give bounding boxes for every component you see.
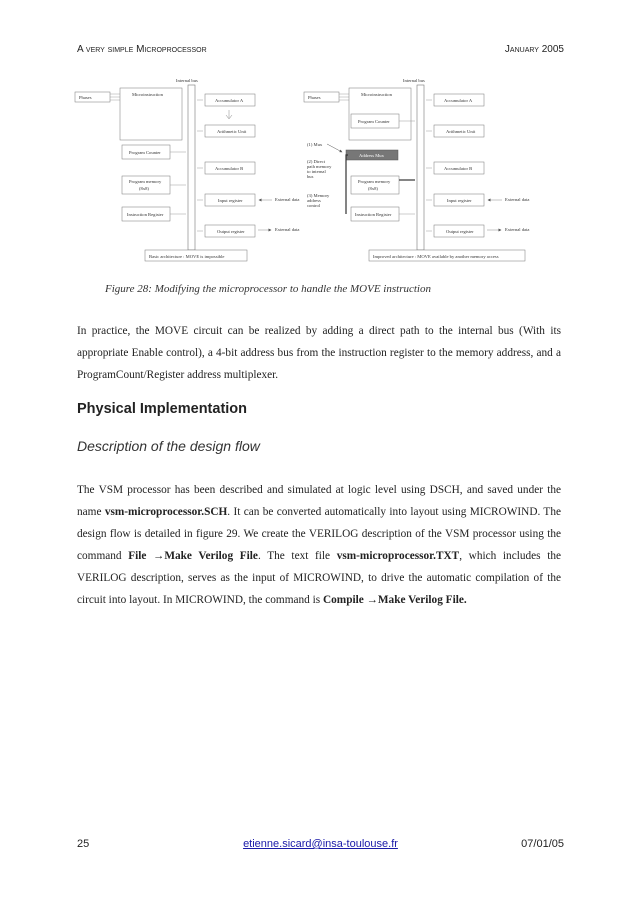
left-accumulator-a: Accumulator A: [215, 98, 244, 103]
filename-txt: vsm-microprocessor.TXT: [336, 550, 460, 562]
right-bus-label: Internal bus: [403, 78, 425, 83]
footer-email-wrap: [77, 838, 564, 850]
left-internal-bus: [188, 85, 195, 250]
right-external-data-in: External data: [505, 197, 530, 202]
left-accumulator-b: Accumulator B: [215, 166, 244, 171]
left-microinstruction: Microinstruction: [132, 92, 163, 97]
header-date: January 2005: [504, 44, 564, 55]
right-phases: Phases: [308, 95, 321, 100]
right-note-memory-1: (3) Memory: [307, 193, 330, 198]
heading-design-flow: Description of the design flow: [77, 438, 260, 454]
right-arithmetic-unit: Arithmetic Unit: [446, 129, 476, 134]
right-program-memory: Program memory: [358, 179, 391, 184]
left-bus-label: Internal bus: [176, 78, 198, 83]
left-output-register: Output register: [217, 229, 245, 234]
right-accumulator-a: Accumulator A: [444, 98, 473, 103]
left-program-memory-size: (8x8): [139, 186, 149, 191]
author-email-link[interactable]: etienne.sicard@insa-toulouse.fr: [243, 838, 398, 850]
text-run: The VSM processor has been described and simulated at logic level using DSCH, and saved under the name: [77, 484, 561, 518]
right-external-data-out: External data: [505, 227, 530, 232]
left-instruction-register: Instruction Register: [127, 212, 164, 217]
architecture-diagram: [72, 70, 542, 270]
page-number: 25: [77, 838, 90, 850]
right-diagram: [304, 78, 529, 261]
text-run: . It can be converted automatically into layout using MICROWIND. The design flow is detailed in figure 29. We create the VERILOG description of the VSM processor using the command: [77, 506, 561, 562]
left-external-data-out: External data: [275, 227, 300, 232]
page-header: [77, 44, 564, 58]
filename-sch: vsm-microprocessor.SCH: [104, 506, 228, 518]
right-note-memory-3: control: [307, 203, 321, 208]
left-architecture-label: Basic architecture : MOVE is impossible: [149, 254, 225, 259]
left-phases: Phases: [79, 95, 92, 100]
right-note-direct-4: bus: [307, 174, 314, 179]
left-external-data-in: External data: [275, 197, 300, 202]
left-arithmetic-unit: Arithmetic Unit: [217, 129, 247, 134]
paragraph-move-circuit: In practice, the MOVE circuit can be realized by adding a direct path to the internal bus (With its appropriate Enable control), a 4-bit address bus from the instruction register to the memory address, and a ProgramCount/Register address multiplexer.: [77, 325, 561, 381]
footer-date: 07/01/05: [521, 838, 564, 850]
command-compile: Compile →Make Verilog File.: [322, 594, 467, 606]
right-microinstruction: Microinstruction: [361, 92, 392, 97]
text-run: . The text file: [257, 550, 337, 562]
right-address-mux: Address Mux: [359, 153, 384, 158]
left-program-counter: Program Counter: [129, 150, 161, 155]
right-note-mux: (1) Mux: [307, 142, 323, 147]
right-internal-bus: [417, 85, 424, 250]
right-note-direct-1: (2) Direct: [307, 159, 325, 164]
left-diagram: [75, 78, 299, 261]
left-program-memory: Program memory: [129, 179, 162, 184]
right-accumulator-b: Accumulator B: [444, 166, 473, 171]
right-input-register: Input register: [447, 198, 472, 203]
figure-caption: Figure 28: Modifying the microprocessor to handle the MOVE instruction: [105, 283, 431, 295]
right-note-memory-2: address: [307, 198, 321, 203]
right-instruction-register: Instruction Register: [355, 212, 392, 217]
right-output-register: Output register: [446, 229, 474, 234]
command-make-verilog: File →Make Verilog File: [128, 550, 258, 562]
page-footer: [77, 838, 564, 852]
left-input-register: Input register: [218, 198, 243, 203]
text-run: , which includes the VERILOG description, serves as the input of MICROWIND, to drive the automatic compilation of the circuit into layout. In MICROWIND, the command is: [77, 550, 562, 606]
paragraph-design-flow: [77, 479, 561, 611]
right-architecture-label: Improved architecture : MOVE available by another memory access: [373, 254, 499, 259]
right-program-memory-size: (8x8): [368, 186, 378, 191]
right-program-counter: Program Counter: [358, 119, 390, 124]
heading-physical-implementation: Physical Implementation: [77, 401, 248, 417]
right-note-direct-3: to internal: [307, 169, 326, 174]
right-note-direct-2: path memory: [307, 164, 332, 169]
header-title: A very simple Microprocessor: [77, 44, 207, 55]
